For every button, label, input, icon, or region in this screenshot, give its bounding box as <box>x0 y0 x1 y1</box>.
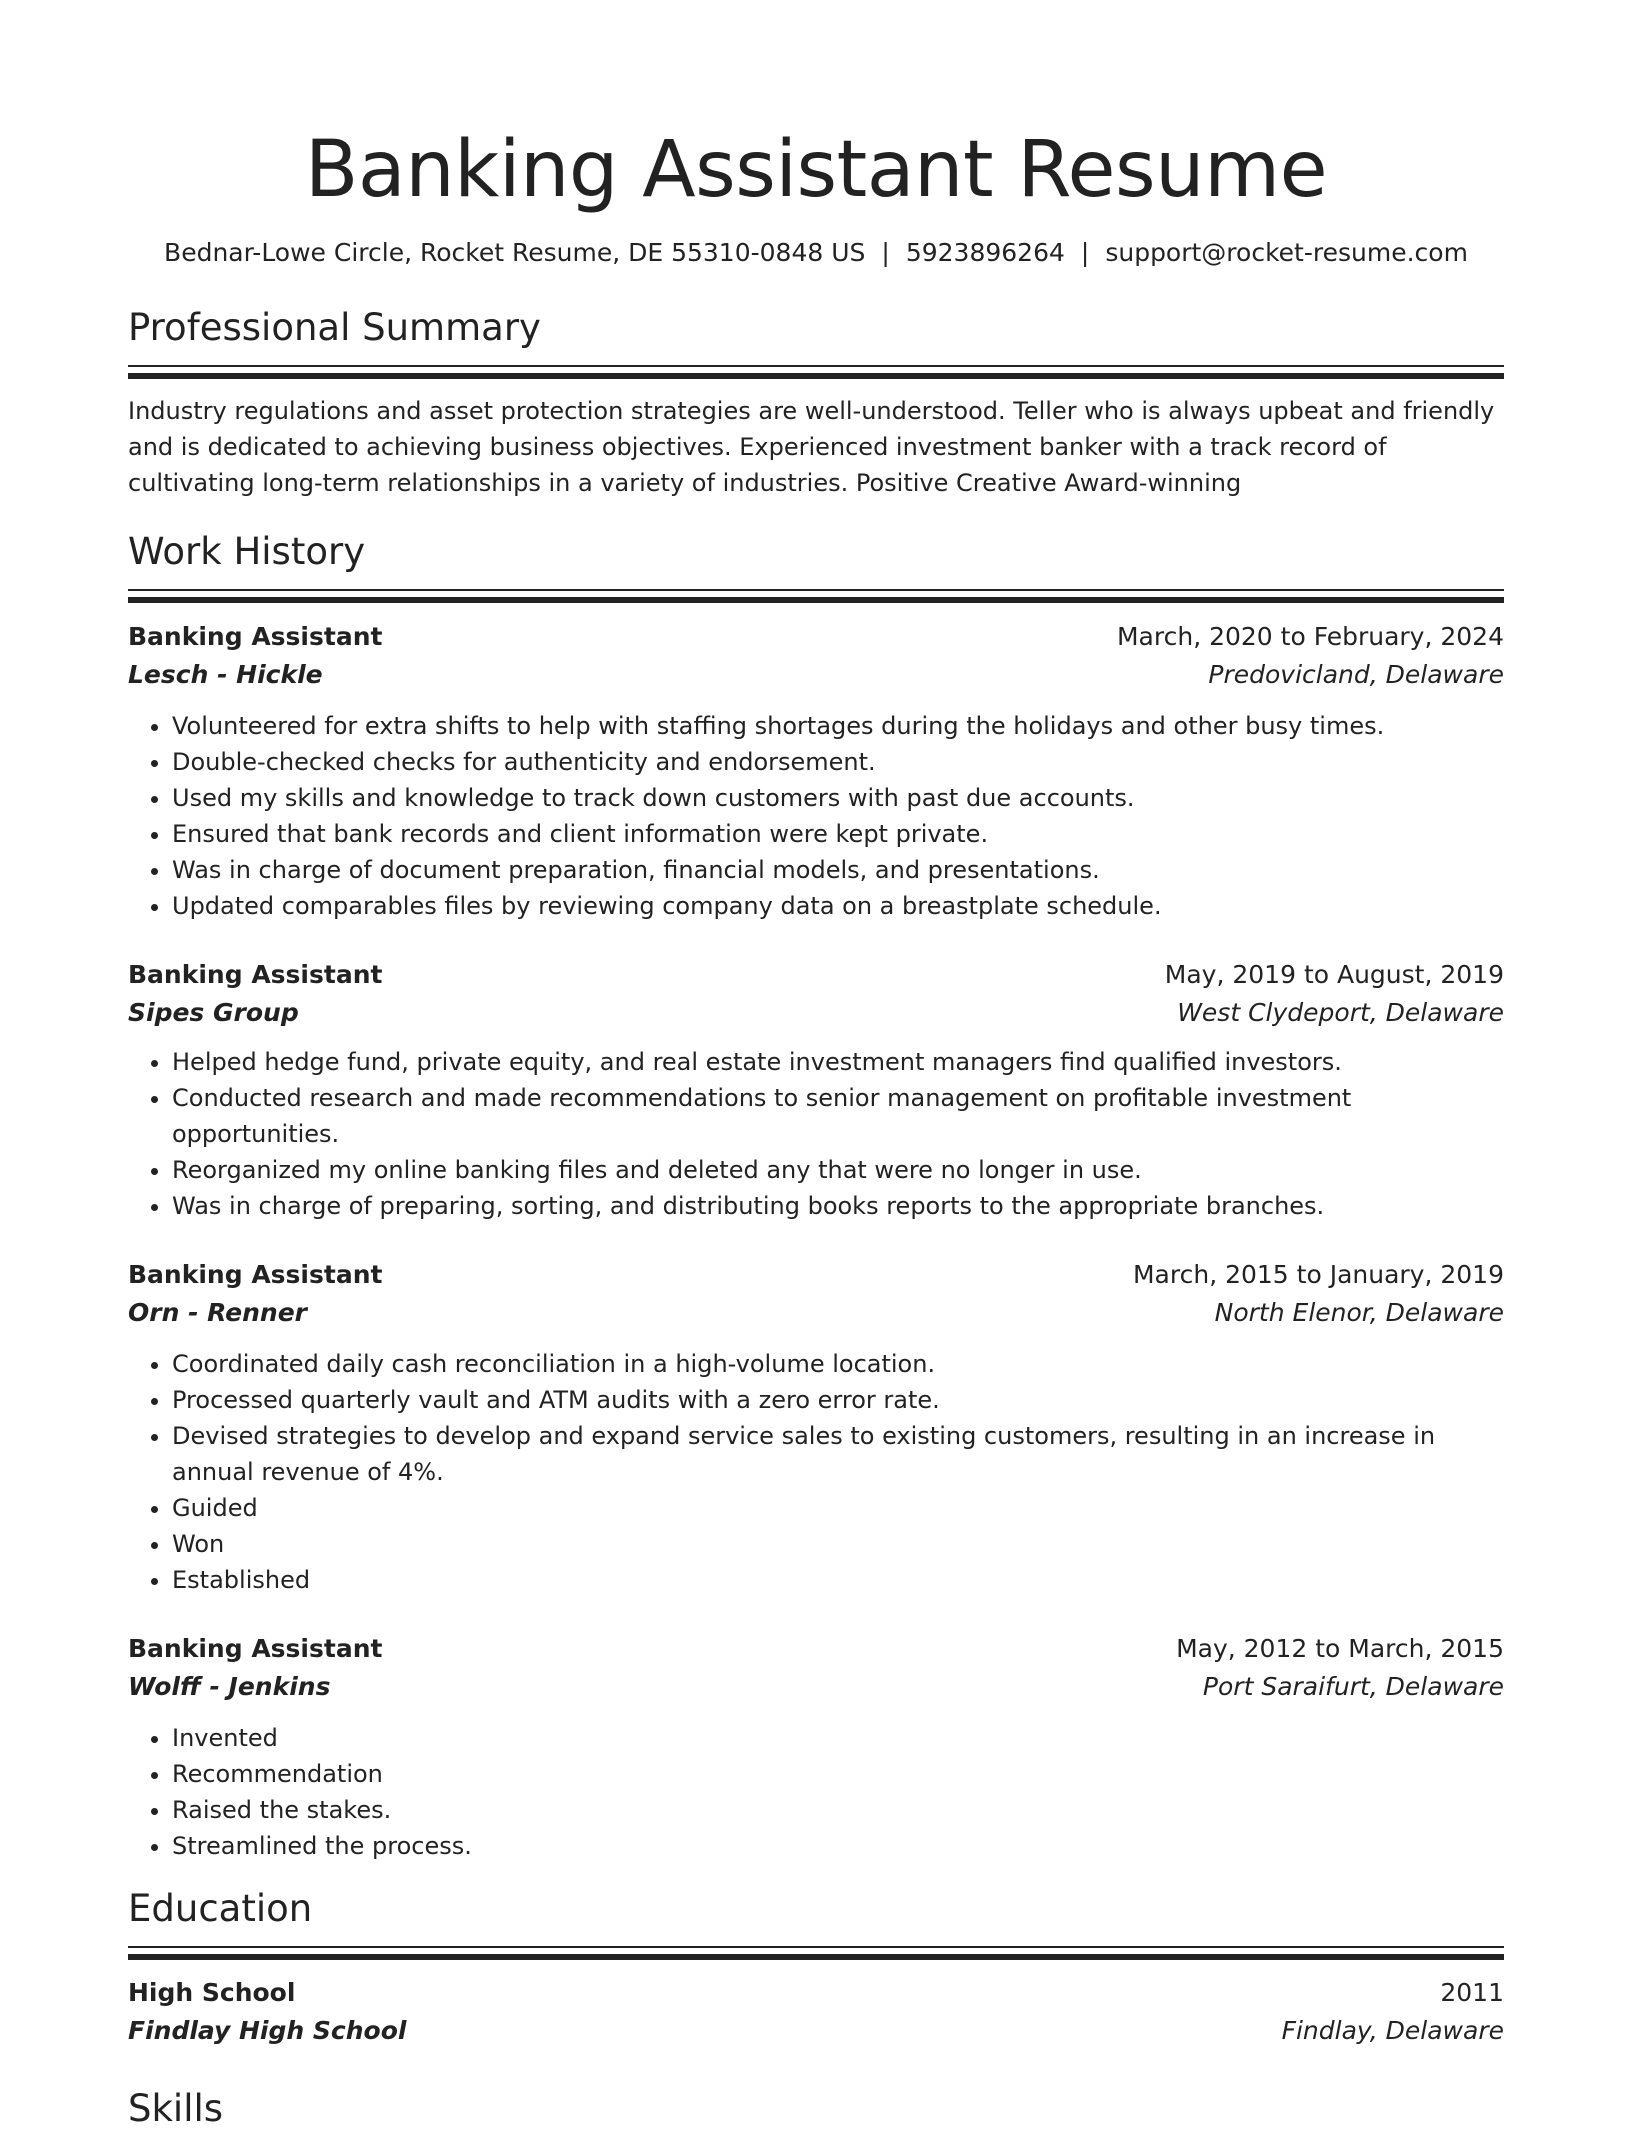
list-item: • Recommendation <box>172 1756 1504 1792</box>
list-item: • Conducted research and made recommendations to senior management on profitable investment opportunities. <box>172 1080 1504 1152</box>
list-item: • Updated comparables files by reviewing company data on a breastplate schedule. <box>172 888 1504 924</box>
contact-email: support@rocket-resume.com <box>1105 238 1468 267</box>
section-rule <box>128 373 1504 379</box>
section-heading-skills: Skills <box>128 2087 224 2130</box>
section-rule <box>128 589 1504 591</box>
job-location: North Elenor, Delaware <box>1214 1298 1504 1327</box>
section-rule <box>128 597 1504 603</box>
list-item: • Devised strategies to develop and expand service sales to existing customers, resulting in an increase in annual revenue of 4%. <box>172 1418 1504 1490</box>
job-company: Wolff - Jenkins <box>128 1672 331 1701</box>
list-item: • Ensured that bank records and client information were kept private. <box>172 816 1504 852</box>
skills-section <box>128 2084 1504 2134</box>
contact-separator: | <box>881 238 890 267</box>
job-dates: May, 2012 to March, 2015 <box>1176 1634 1504 1663</box>
contact-phone: 5923896264 <box>905 238 1065 267</box>
job-subheader <box>128 1294 1504 1332</box>
list-item: • Coordinated daily cash reconciliation in a high-volume location. <box>172 1346 1504 1382</box>
education-location: Findlay, Delaware <box>1281 2016 1504 2045</box>
list-item: • Invented <box>172 1720 1504 1756</box>
job-title: Banking Assistant <box>128 622 383 651</box>
education-year: 2011 <box>1440 1978 1504 2007</box>
education-entry <box>128 1974 1504 2050</box>
section-heading-education: Education <box>128 1887 313 1930</box>
contact-separator: | <box>1080 238 1090 267</box>
list-item: • Double-checked checks for authenticity and endorsement. <box>172 744 1504 780</box>
section-heading-work-history: Work History <box>128 530 366 573</box>
work-history-section <box>128 527 1504 1864</box>
job-subheader <box>128 656 1504 694</box>
education-section <box>128 1884 1504 2050</box>
job-entry <box>128 1256 1504 1598</box>
education-school: Findlay High School <box>128 2016 407 2045</box>
job-location: West Clydeport, Delaware <box>1177 998 1504 1027</box>
section-rule <box>128 365 1504 367</box>
summary-section <box>128 303 1504 501</box>
list-item: • Volunteered for extra shifts to help with staffing shortages during the holidays and other busy times. <box>172 708 1504 744</box>
job-location: Predovicland, Delaware <box>1208 660 1504 689</box>
job-location: Port Saraifurt, Delaware <box>1202 1672 1504 1701</box>
job-dates: March, 2020 to February, 2024 <box>1116 622 1504 651</box>
job-title: Banking Assistant <box>128 960 383 989</box>
job-bullets <box>128 1720 1504 1864</box>
section-rule <box>128 1946 1504 1948</box>
job-bullets <box>128 1346 1504 1598</box>
summary-text: Industry regulations and asset protection strategies are well-understood. Teller who is always upbeat and friendly and is dedicated to achieving business objectives. Experienced investment banker with a track record of cultivating long-term relationships in a variety of industries. Positive Creative Award-winning <box>128 397 1495 497</box>
list-item: • Used my skills and knowledge to track down customers with past due accounts. <box>172 780 1504 816</box>
list-item: • Processed quarterly vault and ATM audits with a zero error rate. <box>172 1382 1504 1418</box>
list-item: • Helped hedge fund, private equity, and real estate investment managers find qualified investors. <box>172 1044 1504 1080</box>
list-item: • Guided <box>172 1490 1504 1526</box>
list-item: • Raised the stakes. <box>172 1792 1504 1828</box>
education-header <box>128 1974 1504 2012</box>
contact-line <box>128 236 1504 270</box>
list-item: • Was in charge of document preparation, financial models, and presentations. <box>172 852 1504 888</box>
job-company: Orn - Renner <box>128 1298 308 1327</box>
list-item: • Won <box>172 1526 1504 1562</box>
job-entry <box>128 618 1504 924</box>
job-title: Banking Assistant <box>128 1634 383 1663</box>
job-company: Lesch - Hickle <box>128 660 323 689</box>
job-header <box>128 1630 1504 1668</box>
education-degree: High School <box>128 1978 296 2007</box>
list-item: • Established <box>172 1562 1504 1598</box>
job-header <box>128 956 1504 994</box>
list-item: • Reorganized my online banking files and deleted any that were no longer in use. <box>172 1152 1504 1188</box>
job-company: Sipes Group <box>128 998 299 1027</box>
section-heading-summary: Professional Summary <box>128 306 541 349</box>
job-bullets <box>128 708 1504 924</box>
job-dates: March, 2015 to January, 2019 <box>1132 1260 1504 1289</box>
resume-page <box>128 0 1504 2134</box>
contact-address: Bednar-Lowe Circle, Rocket Resume, DE 55310-0848 US <box>164 238 866 267</box>
job-entry <box>128 1630 1504 1864</box>
section-rule <box>128 1954 1504 1960</box>
list-item: • Was in charge of preparing, sorting, and distributing books reports to the appropriate branches. <box>172 1188 1504 1224</box>
education-subheader <box>128 2012 1504 2050</box>
job-dates: May, 2019 to August, 2019 <box>1164 960 1504 989</box>
job-title: Banking Assistant <box>128 1260 383 1289</box>
job-header <box>128 1256 1504 1294</box>
job-subheader <box>128 994 1504 1032</box>
job-bullets <box>128 1044 1504 1224</box>
job-header <box>128 618 1504 656</box>
resume-title: Banking Assistant Resume <box>304 125 1328 215</box>
job-entry <box>128 956 1504 1224</box>
list-item: • Streamlined the process. <box>172 1828 1504 1864</box>
job-subheader <box>128 1668 1504 1706</box>
